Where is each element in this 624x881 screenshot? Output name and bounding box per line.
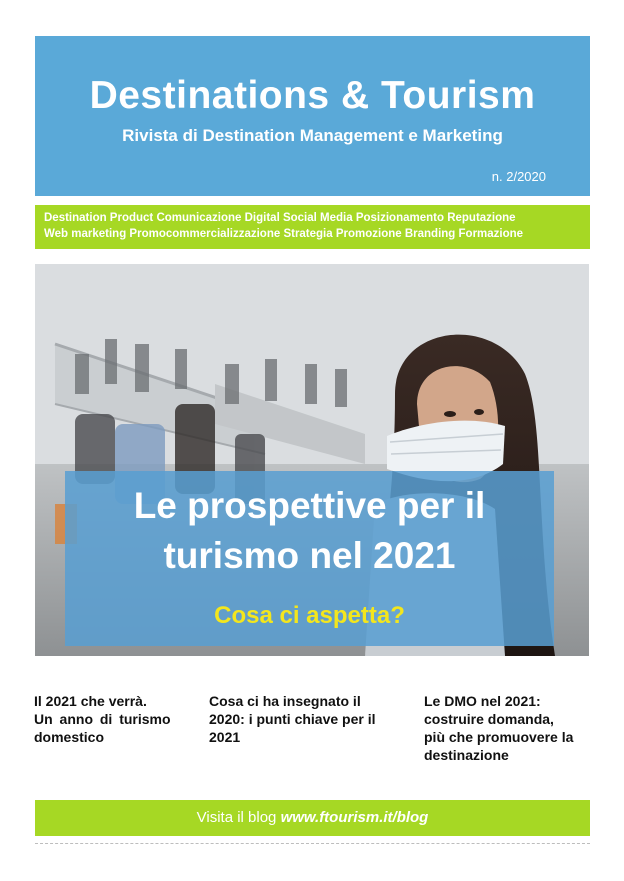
article-teaser-2[interactable] [209,692,389,746]
magazine-subtitle: Rivista di Destination Management e Marketing [122,126,503,145]
masthead [35,36,590,196]
topic-line-2: Web marketing Promocommercializzazione Strategia Promozione Branding Formazione [44,228,524,240]
article-line: Cosa ci ha insegnato il [209,693,361,709]
cover-headline [65,481,554,581]
headline-overlay [65,471,554,646]
article-line: domestico [34,729,105,745]
article-teaser-1[interactable] [34,692,184,746]
topic-line-1: Destination Product Comunicazione Digital Social Media Posizionamento Reputazione [44,212,516,224]
article-line: 2020: i punti chiave per il [209,711,376,727]
headline-line-2: turismo nel 2021 [163,535,456,576]
article-line: Le DMO nel 2021: [424,693,541,709]
headline-line-1: Le prospettive per il [133,485,486,526]
blog-link[interactable]: www.ftourism.it/blog [280,809,429,826]
topic-banner [35,205,590,249]
article-teaser-3[interactable] [424,692,594,764]
article-line: più che promuovere la [424,729,574,745]
article-line: costruire domanda, [424,711,554,727]
article-line: 2021 [209,729,241,745]
blog-banner[interactable] [35,800,590,836]
divider [35,843,590,844]
blog-prefix: Visita il blog [196,809,277,826]
article-line: destinazione [424,747,509,763]
issue-number: n. 2/2020 [491,169,546,184]
cover-tagline: Cosa ci aspetta? [214,602,405,629]
magazine-title: Destinations & Tourism [89,74,536,117]
article-line: Un anno di turismo [34,711,171,727]
article-line: Il 2021 che verrà. [34,693,147,709]
